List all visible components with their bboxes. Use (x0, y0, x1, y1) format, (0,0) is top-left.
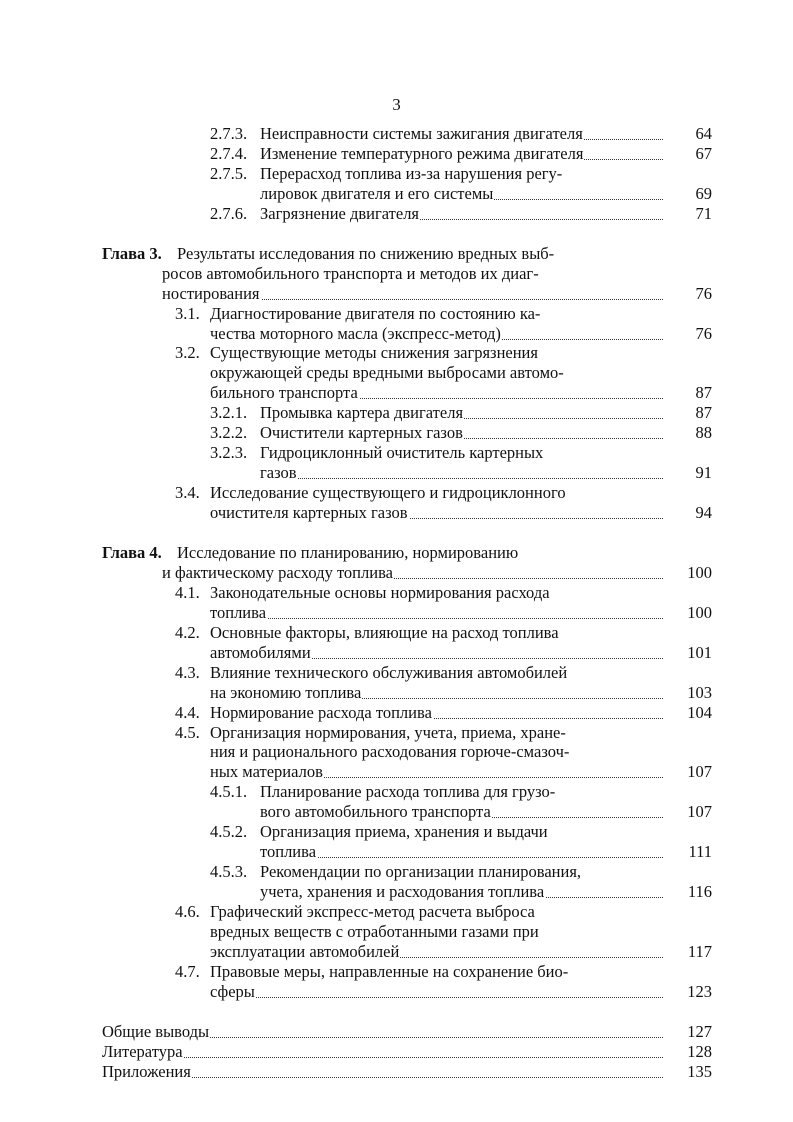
toc-entry-line (210, 483, 566, 503)
page-ref: 67 (695, 143, 712, 163)
toc-entry-line (210, 363, 564, 383)
page-ref: 88 (695, 423, 712, 443)
section-number: 3.1. (175, 303, 200, 323)
toc-entry-text: окружающей среды вредными выбросами автомо- (210, 363, 564, 383)
toc-entry-line (260, 822, 548, 842)
page-ref: 94 (695, 503, 712, 523)
toc-entry-text: Диагностирование двигателя по состоянию ка- (210, 303, 541, 323)
toc-entry-line (260, 403, 663, 423)
toc-entry-line (210, 902, 535, 922)
toc-entry-line (210, 962, 568, 982)
chapter-label: Глава 3. (102, 243, 162, 263)
toc-entry-text: росов автомобильного транспорта и методов их диаг- (162, 263, 539, 283)
toc-entry-line (210, 663, 567, 683)
toc-entry-line (210, 324, 663, 344)
section-number: 4.5.3. (210, 862, 248, 882)
section-number: 4.5. (175, 722, 200, 742)
toc-entry-line (210, 723, 566, 743)
section-number: 4.1. (175, 582, 200, 602)
section-number: 2.7.5. (210, 163, 248, 183)
page-ref: 117 (687, 941, 712, 961)
section-number: 3.2.2. (210, 423, 248, 443)
toc-entry-text: Очистители картерных газов (260, 423, 463, 443)
section-number: 3.2. (175, 343, 200, 363)
toc-entry-line (210, 503, 663, 523)
section-number: 4.5.2. (210, 822, 248, 842)
toc-entry-text: ния и рационального расходования горюче-смазоч- (210, 742, 570, 762)
section-number: 2.7.6. (210, 203, 248, 223)
page-ref: 87 (695, 383, 712, 403)
toc-entry-text: автомобилями (210, 642, 311, 662)
toc-entry-text: Организация приема, хранения и выдачи (260, 822, 548, 842)
page-number: 3 (392, 95, 401, 114)
toc-entry-text: эксплуатации автомобилей (210, 941, 400, 961)
toc-entry-line (210, 942, 663, 962)
toc-entry-line (260, 782, 555, 802)
section-number: 4.5.1. (210, 782, 248, 802)
page-ref: 100 (687, 602, 712, 622)
page-ref: 104 (687, 702, 712, 722)
page-ref: 135 (687, 1061, 712, 1081)
toc-entry-line (210, 742, 569, 762)
toc-entry-line (102, 1062, 663, 1082)
toc-entry-line (260, 204, 663, 224)
toc-entry-text: Организация нормирования, учета, приема, хране- (210, 722, 566, 742)
toc-entry-line (210, 343, 538, 363)
toc-entry-text: газов (260, 463, 297, 483)
toc-entry-text: Существующие методы снижения загрязнения (210, 343, 538, 363)
toc-entry-line (260, 144, 663, 164)
section-number: 4.4. (175, 702, 200, 722)
toc-entry-text: Законодательные основы нормирования расхода (210, 582, 550, 602)
toc-entry-line (210, 603, 663, 623)
toc-entry-text: ностирования (162, 283, 260, 303)
toc-entry-text: Основные факторы, влияющие на расход топлива (210, 622, 559, 642)
section-number: 2.7.3. (210, 124, 248, 143)
toc-entry-text: лировок двигателя и его системы (260, 183, 494, 203)
toc-entry-line (210, 982, 663, 1002)
toc-entry-line (177, 543, 518, 563)
section-number: 3.2.1. (210, 403, 248, 423)
toc-entry-text: Общие выводы (102, 1021, 210, 1041)
page-ref: 76 (695, 323, 712, 343)
toc-entry-line (210, 762, 663, 782)
toc-entry-text: Графический экспресс-метод расчета выброса (210, 902, 535, 922)
toc-entry-text: Исследование по планированию, нормированию (177, 542, 519, 562)
page-ref: 64 (695, 124, 712, 143)
toc-entry-line (260, 443, 543, 463)
page-ref: 128 (687, 1041, 712, 1061)
section-number: 3.4. (175, 483, 200, 503)
toc-entry-text: Результаты исследования по снижению вредных выб- (177, 243, 555, 263)
toc-entry-line (260, 802, 663, 822)
toc-entry-line (260, 862, 581, 882)
toc-entry-text: Изменение температурного режима двигателя (260, 143, 584, 163)
page-ref: 107 (687, 762, 712, 782)
toc-entry-text: Исследование существующего и гидроциклонного (210, 483, 566, 503)
toc-entry-line (260, 124, 663, 144)
toc-entry-line (210, 643, 663, 663)
section-number: 4.3. (175, 662, 200, 682)
toc-entry-line (260, 184, 663, 204)
toc-entry-line (177, 244, 554, 264)
section-number: 2.7.4. (210, 143, 248, 163)
toc-entry-line (162, 264, 539, 284)
toc-entry-text: вого автомобильного транспорта (260, 802, 491, 822)
dot-leader (260, 857, 663, 858)
dot-leader (260, 478, 663, 479)
toc-entry-line (210, 583, 550, 603)
toc-entry-line (260, 882, 663, 902)
page-ref: 101 (687, 642, 712, 662)
toc-entry-text: Промывка картера двигателя (260, 403, 464, 423)
toc-entry-line (102, 1022, 663, 1042)
toc-entry-text: вредных веществ с отработанными газами при (210, 922, 539, 941)
page-ref: 111 (688, 842, 712, 862)
toc-entry-line (102, 1042, 663, 1062)
dot-leader (210, 997, 663, 998)
toc-entry-text: Рекомендации по организации планирования, (260, 862, 582, 882)
toc-entry-text: Гидроциклонный очиститель картерных (260, 443, 544, 463)
dot-leader (102, 1057, 663, 1058)
toc-entry-text: Загрязнение двигателя (260, 203, 420, 223)
page-ref: 69 (695, 183, 712, 203)
toc-entry-text: Нормирование расхода топлива (210, 702, 432, 722)
page-ref: 76 (695, 283, 712, 303)
page-ref: 127 (687, 1021, 712, 1041)
page-ref: 123 (687, 981, 712, 1001)
toc-entry-line (260, 842, 663, 862)
toc-entry-text: чества моторного масла (экспресс-метод) (210, 323, 501, 343)
toc-entry-text: Литература (102, 1041, 183, 1061)
toc-entry-text: Планирование расхода топлива для грузо- (260, 782, 556, 802)
toc-entry-line (210, 304, 540, 324)
toc-entry-line (210, 703, 663, 723)
toc-entry-text: топлива (260, 842, 317, 862)
page-ref: 103 (687, 682, 712, 702)
page-ref: 87 (695, 403, 712, 423)
toc-entry-text: Правовые меры, направленные на сохранение био- (210, 961, 569, 981)
toc-entry-text: на экономию топлива (210, 682, 362, 702)
section-number: 4.7. (175, 961, 200, 981)
toc-entry-text: Приложения (102, 1061, 191, 1081)
toc-entry-line (210, 922, 539, 942)
toc-entry-text: топлива (210, 602, 267, 622)
section-number: 4.6. (175, 902, 200, 922)
section-number: 4.2. (175, 622, 200, 642)
toc-entry-text: очистителя картерных газов (210, 503, 408, 523)
toc-entry-text: бильного транспорта (210, 383, 358, 403)
toc-entry-line (210, 683, 663, 703)
toc-entry-line (162, 563, 663, 583)
chapter-label: Глава 4. (102, 542, 162, 562)
toc-entry-line (260, 164, 562, 184)
toc-entry-text: Перерасход топлива из-за нарушения регу- (260, 163, 563, 183)
section-number: 3.2.3. (210, 443, 248, 463)
toc-entry-text: Неисправности системы зажигания двигателя (260, 124, 583, 143)
toc-entry-text: учета, хранения и расходования топлива (260, 882, 545, 902)
toc-entry-text: и фактическому расходу топлива (162, 562, 393, 582)
toc-entry-line (260, 463, 663, 483)
toc-entry-line (162, 284, 663, 304)
dot-leader (210, 618, 663, 619)
toc-entry-line (260, 423, 663, 443)
page-ref: 100 (687, 562, 712, 582)
toc-entry-text: сферы (210, 981, 255, 1001)
toc-entry-text: ных материалов (210, 762, 323, 782)
page-ref: 116 (687, 882, 712, 902)
page-ref: 71 (695, 203, 712, 223)
toc-entry-line (210, 383, 663, 403)
toc-entry-line (210, 623, 559, 643)
page-ref: 107 (687, 802, 712, 822)
toc-entry-text: Влияние технического обслуживания автомобилей (210, 662, 568, 682)
page-ref: 91 (695, 463, 712, 483)
